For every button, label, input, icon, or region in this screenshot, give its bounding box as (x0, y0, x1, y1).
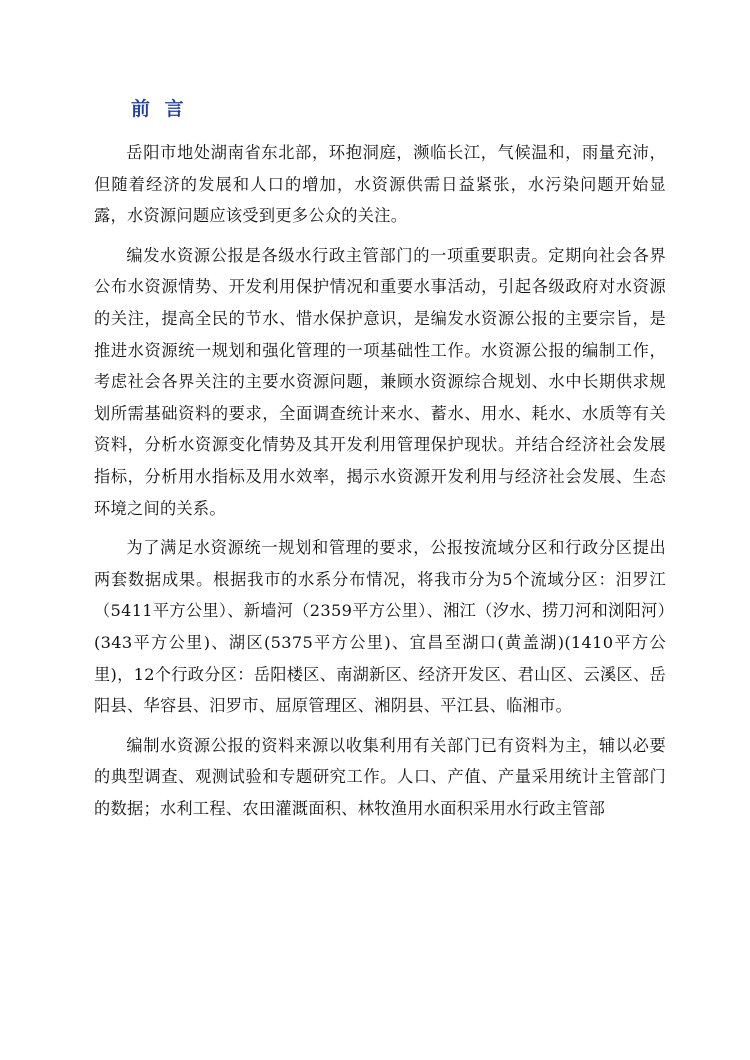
section-heading: 前 言 (131, 98, 188, 120)
paragraph-purpose: 编发水资源公报是各级水行政主管部门的一项重要职责。定期向社会各界公布水资源情势、开发利用保护情况和重要水事活动，引起各级政府对水资源的关注，提高全民的节水、惜水保护意识，是编发水资源公报的主要宗旨，是推进水资源统一规划和强化管理的一项基础性工作。水资源公报的编制工作，考虑社会各界关注的主要水资源问题，兼顾水资源综合规划、水中长期供求规划所需基础资料的要求，全面调查统计来水、蓄水、用水、耗水、水质等有关资料，分析水资源变化情势及其开发利用管理保护现状。并结合经济社会发展指标，分析用水指标及用水效率，揭示水资源开发利用与经济社会发展、生态环境之间的关系。 (94, 245, 666, 518)
paragraph-sources: 编制水资源公报的资料来源以收集利用有关部门已有资料为主，辅以必要的典型调查、观测试验和专题研究工作。人口、产值、产量采用统计主管部门的数据；水利工程、农田灌溉面积、林牧渔用水面积采用水行政主管部 (94, 735, 666, 818)
document-body (94, 137, 666, 832)
paragraph-intro: 岳阳市地处湖南省东北部，环抱洞庭，濒临长江，气候温和，雨量充沛，但随着经济的发展和人口的增加，水资源供需日益紧张，水污染问题开始显露，水资源问题应该受到更多公众的关注。 (94, 143, 666, 226)
paragraph-divisions: 为了满足水资源统一规划和管理的要求，公报按流域分区和行政分区提出两套数据成果。根据我市的水系分布情况，将我市分为5个流域分区：汨罗江（5411平方公里）、新墙河（2359平方公里）、湘江（汐水、捞刀河和浏阳河）(343平方公里)、湖区(5375平方公里)、宜昌至湖口(黄盖湖)(1410平方公里)，12个行政分区：岳阳楼区、南湖新区、经济开发区、君山区、云溪区、岳阳县、华容县、汨罗市、屈原管理区、湘阴县、平江县、临湘市。 (94, 538, 666, 716)
